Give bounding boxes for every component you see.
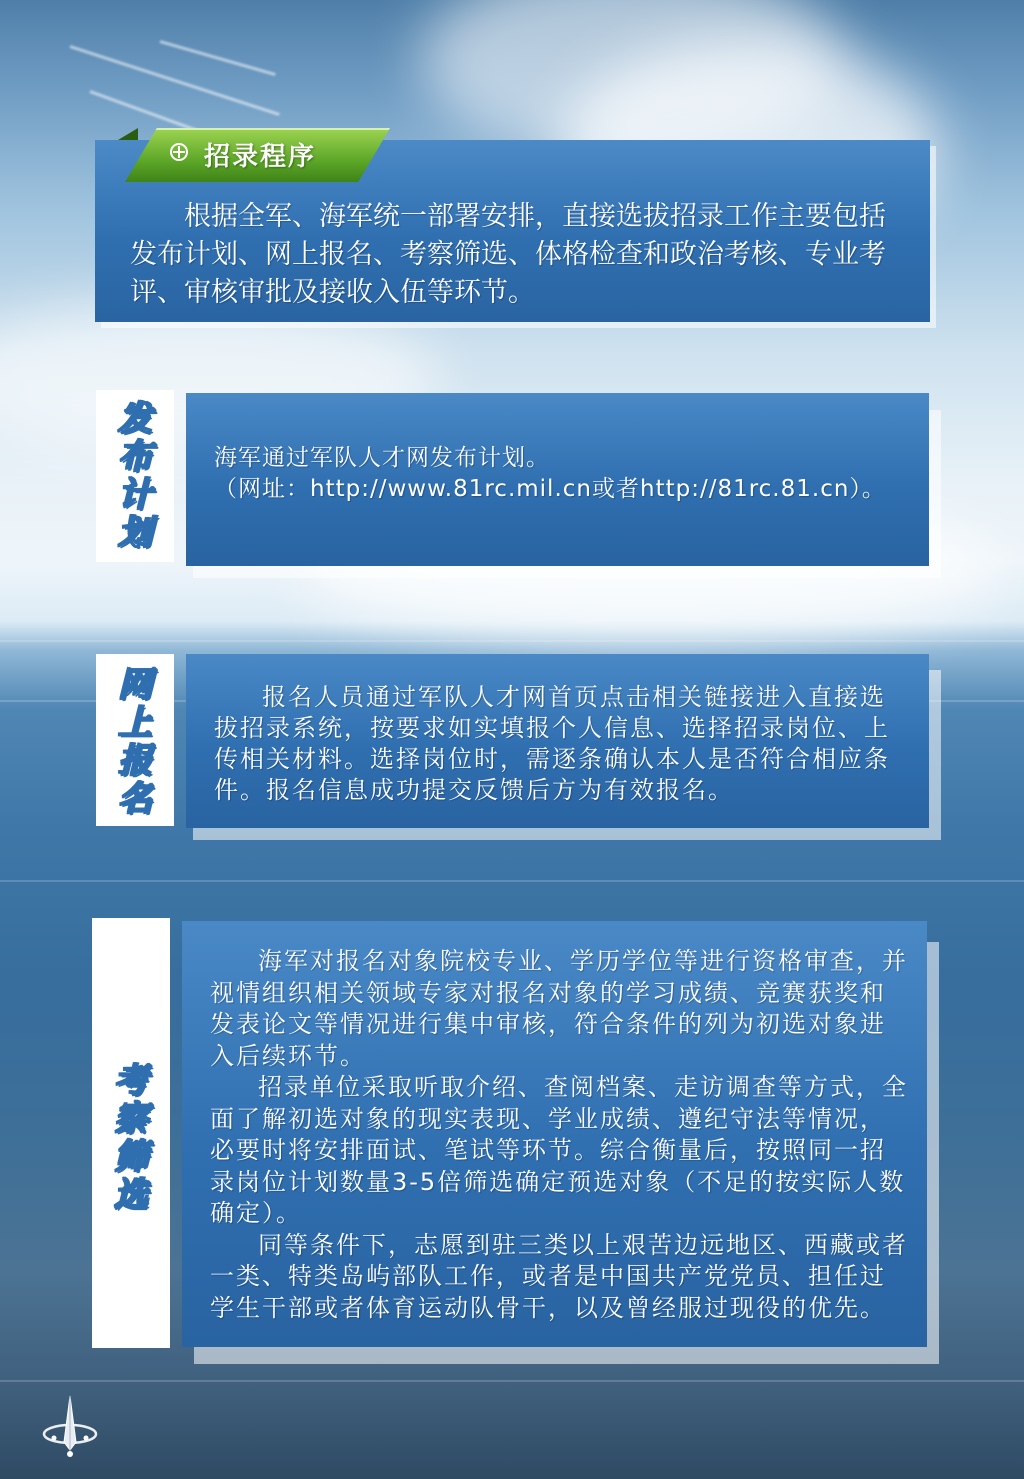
wave-line: [0, 1380, 1024, 1382]
step-text-register: 报名人员通过军队人才网首页点击相关链接进入直接选拔招录系统，按要求如实填报个人信息、选择招录岗位、上传相关材料。选择岗位时，需逐条确认本人是否符合相应条件。报名信息成功提交反馈后方为有效报名。: [214, 683, 890, 804]
side-label-publish: 发 布 计 划: [118, 399, 152, 553]
ribbon-fold: [118, 128, 138, 140]
step-text-screening: 海军对报名对象院校专业、学历学位等进行资格审查，并视情组织相关领域专家对报名对象的学习成绩、竞赛获奖和发表论文等情况进行集中审核，符合条件的列为初选对象进入后续环节。 招录单位采取听取介绍、查阅档案、走访调查等方式，全面了解初选对象的现实表现、学业成绩、遵纪守法等情况，必要时将安排面试、笔试等环节。综合衡量后，按照同一招录岗位计划数量3-5倍筛选确定预选对象（不足的按实际人数确定）。 同等条件下，志愿到驻三类以上艰苦边远地区、西藏或者一类、特类岛屿部队工作，或者是中国共产党党员、担任过学生干部或者体育运动队骨干，以及曾经服过现役的优先。: [210, 947, 908, 1322]
side-label-screening: 考 察 筛 选: [114, 1061, 148, 1215]
wave-line: [0, 880, 1024, 882]
light-streak: [70, 45, 280, 116]
step-text-publish: 海军通过军队人才网发布计划。 （网址：http://www.81rc.mil.cn或者http://81rc.81.cn）。: [214, 445, 886, 502]
section-title: 招录程序: [204, 142, 317, 172]
light-streak: [160, 40, 276, 76]
navy-emblem-icon: [40, 1392, 100, 1462]
wave-line: [0, 640, 1024, 642]
crosshair-circle-icon: [170, 143, 188, 161]
side-label-register: 网 上 报 名: [118, 665, 152, 819]
intro-text: 根据全军、海军统一部署安排，直接选拔招录工作主要包括发布计划、网上报名、考察筛选、体格检查和政治考核、专业考评、审核审批及接收入伍等环节。: [130, 201, 886, 308]
